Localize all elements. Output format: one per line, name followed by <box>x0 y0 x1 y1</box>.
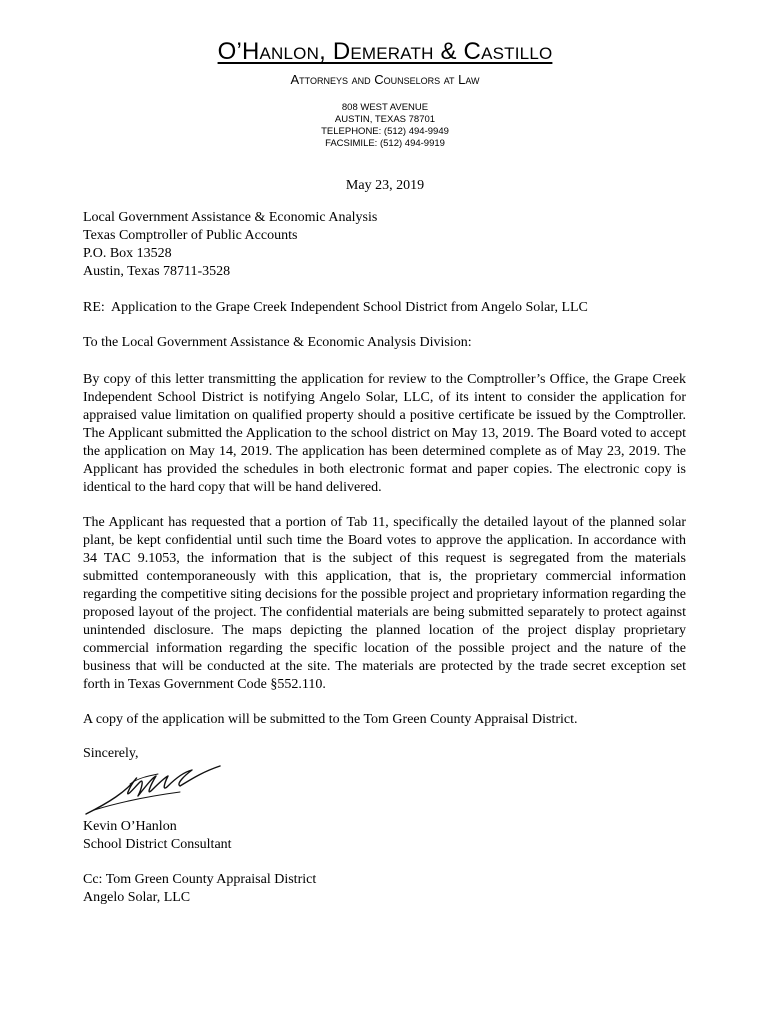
body-paragraph-1: By copy of this letter transmitting the application for review to the Comptroller’s Office, the Grape Creek Independent School District is notifying Angelo Solar, LLC, of its intent to consider the application for appraised value limitation on qualified property should a positive certificate be issued by the Comptroller. The Applicant submitted the Application to the school district on May 13, 2019. The Board voted to accept the application on May 14, 2019. The application has been determined complete as of May 23, 2019. The Applicant has provided the schedules in both electronic format and paper copies. The electronic copy is identical to the hard copy that will be hand delivered. <box>83 372 686 495</box>
firm-name: O’Hanlon, Demerath & Castillo <box>217 38 553 65</box>
closing: Sincerely, <box>83 746 139 761</box>
signer-name: Kevin O’Hanlon <box>83 819 177 834</box>
cc-line-2: Angelo Solar, LLC <box>83 890 191 905</box>
recipient-line-3: P.O. Box 13528 <box>83 246 172 261</box>
salutation: To the Local Government Assistance & Economic Analysis Division: <box>83 335 472 350</box>
telephone: TELEPHONE: (512) 494-9949 <box>321 126 449 137</box>
recipient-line-4: Austin, Texas 78711-3528 <box>83 264 231 279</box>
body-paragraph-2: The Applicant has requested that a portion of Tab 11, specifically the detailed layout of the planned solar plant, be kept confidential until such time the Board votes to approve the application. In accordance with 34 TAC 9.1053, the information that is the subject of this request is segregated from the materials submitted contemporaneously with this application, that is, the proprietary commercial information regarding the competitive siting decisions for the possible project and proprietary information regarding the proposed layout of the project. The confidential materials are being submitted separately to protect against unintended disclosure. The maps depicting the planned location of the project display proprietary commercial information regarding the specific location of the possible project and the nature of the business that will be conducted at the site. The materials are protected by the trade secret exception set forth in Texas Government Code §552.110. <box>83 515 686 692</box>
re-line: RE: Application to the Grape Creek Independent School District from Angelo Solar, LLC <box>83 300 588 315</box>
signature-image <box>80 762 225 822</box>
address-line-1: 808 WEST AVENUE <box>341 102 429 113</box>
firm-subtitle: Attorneys and Counselors at Law <box>290 72 480 87</box>
body-paragraph-3: A copy of the application will be submitted to the Tom Green County Appraisal District. <box>83 712 578 727</box>
letter-date: May 23, 2019 <box>345 178 425 193</box>
signer-title: School District Consultant <box>83 837 232 852</box>
address-line-2: AUSTIN, TEXAS 78701 <box>334 114 436 125</box>
cc-line-1: Cc: Tom Green County Appraisal District <box>83 872 317 887</box>
facsimile: FACSIMILE: (512) 494-9919 <box>325 138 445 149</box>
recipient-line-1: Local Government Assistance & Economic Analysis <box>83 210 378 225</box>
recipient-line-2: Texas Comptroller of Public Accounts <box>83 228 298 243</box>
